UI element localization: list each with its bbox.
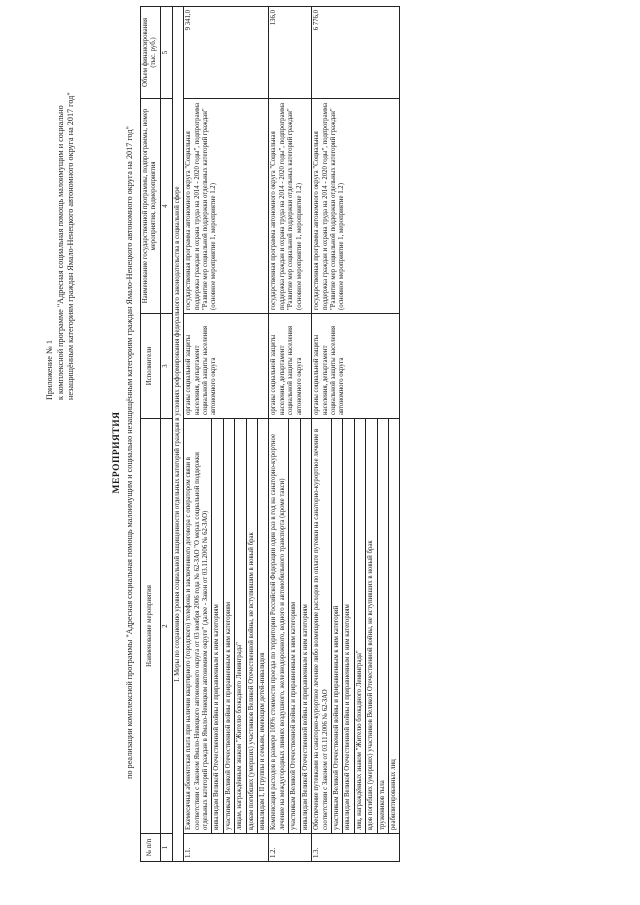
measure-category: инвалидам Великой Отечественной войны и приравненным к ним категориям [343, 419, 354, 834]
appendix-line-2: к комплексной программе "Адресная социальная помощь малоимущим и социально [55, 105, 65, 400]
column-number: 2 [160, 419, 172, 834]
measure-category: вдов погибших (умерших) участников Великой Отечественной войны, не вступивших в новый брак [366, 419, 377, 834]
row-number: 1.3. [312, 834, 400, 862]
section-row [172, 7, 183, 862]
measure-name: Обеспечение путевками на санаторно-курортное лечение либо возмещение расходов по оплате путевки на санаторно-курортное лечение в соответствии с Законом от 03.11.2006 № 62-ЗАО [312, 419, 332, 834]
program-cell: государственная программа автономного округа "Социальная поддержка граждан и охрана труда на 2014 - 2020 годы", подпрограмма "Развитие мер социальной поддержки отдельных категорий граждан" (основное мероприятие 1, мероприятие 1.2) [269, 99, 312, 314]
measure-category: инвалидам Великой Отечественной войны и приравненным к ним категориям [212, 419, 223, 834]
column-number: 1 [160, 834, 172, 862]
amount-cell: 136,0 [269, 7, 312, 99]
appendix-line-3: незащищённым категориям граждан Ямало-Ненецкого автономного округа на 2017 год" [66, 92, 75, 400]
table-row [184, 7, 212, 862]
header-amount: Объем финансирования (тыс. руб.) [141, 7, 161, 99]
measure-name: Ежемесячная абонентская плата при наличии квартирного (городского) телефона и заключенного договора с оператором связи в соответствии с Законом Ямало-Ненецкого автономного округа от 03 ноября 2006 года № 62-ЗАО "О мерах социальной поддержки отдельных категорий граждан в Ямало-Ненецком автономном округе" (далее - Закон от 03.11.2006 № 62-ЗАО) [184, 419, 212, 834]
measure-category: лиц, награждённых знаком "Жителю блокадного Ленинграда" [354, 419, 365, 834]
header-executor: Исполнители [141, 314, 161, 419]
column-number: 5 [160, 7, 172, 99]
document-title: МЕРОПРИЯТИЯ [112, 411, 122, 494]
measure-name: Компенсация расходов в размере 100% стоимости проезда по территории Российской Федерации один раз в год на санаторно-курортное лечение на междугородных линиях воздушного, железнодорожного, водного и автомобильного транспорта (кроме такси) [269, 419, 289, 834]
column-number: 3 [160, 314, 172, 419]
amount-cell: 9 341,0 [184, 7, 269, 99]
appendix-line-1: Приложение № 1 [45, 340, 54, 400]
program-cell: государственная программа автономного округа "Социальная поддержка граждан и охрана труда на 2014 - 2020 годы", подпрограмма "Развитие мер социальной поддержки отдельных категорий граждан" (основное мероприятие 1, мероприятие 1.2) [184, 99, 269, 314]
measure-category: вдовам погибших (умерших) участников Великой Отечественной войны, не вступившим в новый брак [246, 419, 257, 834]
measure-category: тружеников тыла [377, 419, 388, 834]
executor-cell: органы социальной защиты населения, департамент социальной защиты населения автономного округа [184, 314, 269, 419]
measure-category: участникам Великой Отечественной войны и приравненным к ним категориям [223, 419, 234, 834]
table-row [269, 7, 289, 862]
document-subtitle: по реализации комплексной программы "Адресная социальная помощь малоимущим и социально незащищённым категориям граждан Ямало-Ненецкого автономного округа на 2017 год" [125, 126, 134, 779]
measure-category: участникам Великой Отечественной войны и приравненным к ним категорий [331, 419, 342, 834]
measure-category: участникам Великой Отечественной войны и приравненным к ним категориям [289, 419, 300, 834]
column-number-row [160, 7, 172, 862]
measure-category: реабилитированных лиц [388, 419, 399, 834]
measures-rows [184, 7, 400, 862]
column-number: 4 [160, 99, 172, 314]
executor-cell: органы социальной защиты населения, департамент социальной защиты населения автономного округа [312, 314, 400, 419]
table-header-row [141, 7, 161, 862]
header-name: Наименование мероприятия [141, 419, 161, 834]
measure-category: лицам, награждённым знаком "Жителю блокадного Ленинграда" [235, 419, 246, 834]
program-cell: государственная программа автономного округа "Социальная поддержка граждан и охрана труда на 2014 - 2020 годы", подпрограмма "Развитие мер социальной поддержки отдельных категорий граждан" (основное мероприятие 1, мероприятие 1.2) [312, 99, 400, 314]
table-row [312, 7, 332, 862]
measures-table [140, 6, 400, 862]
row-number: 1.2. [269, 834, 312, 862]
section-title: I. Меры по сохранению уровня социальной защищенности отдельных категорий граждан в условиях реформирования федерального законодательства в социальной сфере [172, 7, 183, 862]
header-program: Наименование государственной программы, подпрограммы, номер мероприятия, подмероприятия [141, 99, 161, 314]
header-no: № п/п [141, 834, 161, 862]
measure-category: инвалидам Великой Отечественной войны и приравненным к ним категориям [300, 419, 311, 834]
appendix-header [45, 70, 77, 400]
amount-cell: 6 776,0 [312, 7, 400, 99]
measure-category: инвалидам I, II группы и семьям, имеющим детей-инвалидов [258, 419, 269, 834]
executor-cell: органы социальной защиты населения, департамент социальной защиты населения автономного округа [269, 314, 312, 419]
row-number: 1.1. [184, 834, 269, 862]
